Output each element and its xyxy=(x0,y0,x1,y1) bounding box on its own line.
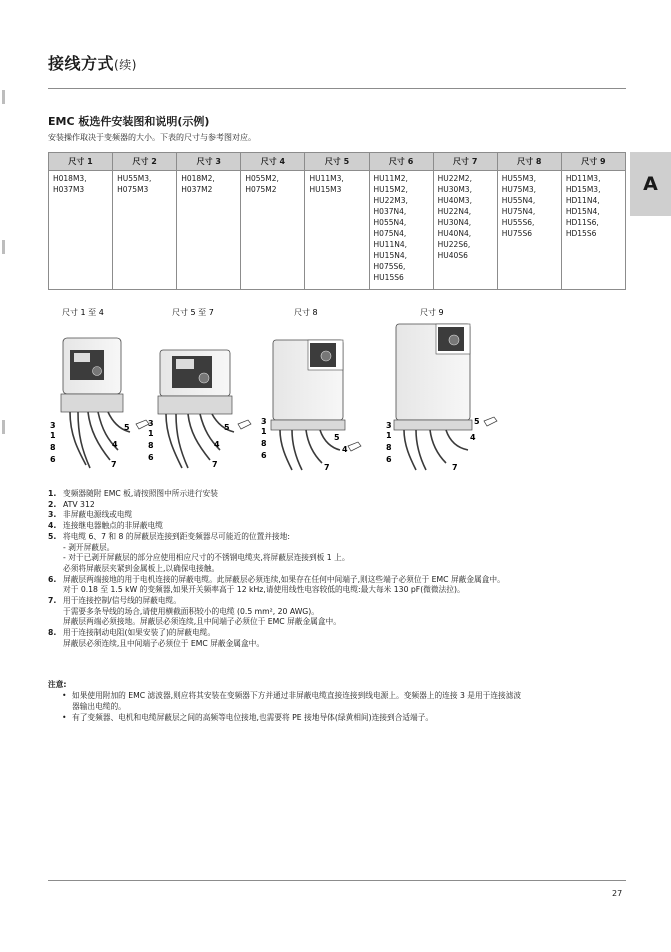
note-number: 1. xyxy=(48,489,57,498)
size-cell xyxy=(433,171,497,290)
note-line: ATV 312 xyxy=(63,499,95,509)
size-table-header-row xyxy=(49,153,626,171)
model-code: HU15M2, xyxy=(373,185,408,194)
note-number: 5. xyxy=(48,531,57,541)
page-number: 27 xyxy=(612,889,623,898)
callout-1: 1 xyxy=(50,431,56,440)
size-header: 尺寸 4 xyxy=(241,153,305,171)
model-code: HU55M3, xyxy=(117,174,152,183)
model-code: HU75S6 xyxy=(501,229,532,238)
callout-3: 3 xyxy=(261,417,267,426)
model-code: HU40N4, xyxy=(437,229,472,238)
model-code: HU30M3, xyxy=(437,185,472,194)
cable-clamp xyxy=(484,417,497,426)
model-code: H075M3 xyxy=(117,185,149,194)
attention-line: 有了变频器、电机和电缆屏蔽层之间的高频等电位接地,也需要将 PE 接地导体(绿黄相间)连接到合适端子。 xyxy=(72,713,434,722)
callout-7: 7 xyxy=(452,463,458,472)
callout-7: 7 xyxy=(111,460,117,469)
model-code: HU15S6 xyxy=(373,273,404,282)
note-number: 4. xyxy=(48,521,57,531)
model-code: HU11N4, xyxy=(373,240,407,249)
model-code: HU55M3, xyxy=(501,174,537,183)
note-line: 非屏蔽电源线或电缆 xyxy=(63,510,133,520)
note-number: 3. xyxy=(48,510,57,520)
callout-8: 8 xyxy=(50,443,56,452)
callout-1: 1 xyxy=(261,427,267,436)
model-code: HU75N4, xyxy=(501,207,536,216)
section-tab: A xyxy=(630,152,671,216)
bullet-icon: • xyxy=(62,691,67,700)
model-code: HD11S6, xyxy=(565,218,599,227)
bullet-icon: • xyxy=(62,713,67,722)
dial xyxy=(199,373,209,383)
page-title-text: 接线方式 xyxy=(48,54,115,73)
dial xyxy=(93,367,102,376)
model-code: H075S6, xyxy=(373,262,406,271)
model-code: H037M2 xyxy=(181,185,213,194)
section-heading: EMC 板选件安装图和说明(示例) xyxy=(48,115,210,128)
footer-rule xyxy=(48,880,626,881)
model-code: HD15S6 xyxy=(565,229,597,238)
size-header: 尺寸 6 xyxy=(369,153,433,171)
attention-item xyxy=(48,712,628,723)
note-item xyxy=(48,521,628,532)
size-header: 尺寸 1 xyxy=(49,153,113,171)
model-code: HD15N4, xyxy=(565,207,600,216)
model-code: H018M2, xyxy=(181,174,215,183)
attention-block xyxy=(48,679,628,723)
size-cell xyxy=(305,171,369,290)
note-line: 连接继电器触点的非屏蔽电缆 xyxy=(63,521,163,531)
title-rule xyxy=(48,88,626,89)
display xyxy=(74,353,90,362)
callout-3: 3 xyxy=(50,421,56,430)
size-table xyxy=(48,152,626,290)
callout-5: 5 xyxy=(124,423,130,432)
page-edge-mark xyxy=(2,90,5,104)
figure-label: 尺寸 1 至 4 xyxy=(62,308,104,317)
model-code: HD11N4, xyxy=(565,196,600,205)
callout-5: 5 xyxy=(474,417,480,426)
note-item xyxy=(48,489,628,500)
callout-4: 4 xyxy=(112,440,118,449)
note-line: 用于连接制动电阻(如果安装了)的屏蔽电缆。 xyxy=(63,628,216,638)
model-code: H055M2, xyxy=(245,174,279,183)
note-line: - 对于已剥开屏蔽层的部分应使用相应尺寸的不锈钢电缆夹,将屏蔽层连接到板 1 上。 xyxy=(63,553,350,563)
cables xyxy=(404,430,468,470)
note-item xyxy=(48,510,628,521)
figure-size-5-7 xyxy=(148,307,251,469)
size-cell xyxy=(49,171,113,290)
model-code: H055N4, xyxy=(373,218,407,227)
model-code: HU40S6 xyxy=(437,251,468,260)
emc-plate xyxy=(61,394,123,412)
note-line: 屏蔽层两端必须接地。屏蔽层必须连续,且中间端子必须位于 EMC 屏蔽金属盒中。 xyxy=(63,617,341,627)
note-number: 8. xyxy=(48,628,57,638)
note-line: 屏蔽层必须连续,且中间端子必须位于 EMC 屏蔽金属盒中。 xyxy=(63,638,265,648)
size-cell xyxy=(561,171,625,290)
size-header: 尺寸 7 xyxy=(433,153,497,171)
size-header: 尺寸 5 xyxy=(305,153,369,171)
callout-5: 5 xyxy=(334,433,340,442)
model-code: HU11M3, xyxy=(309,174,344,183)
emc-plate xyxy=(394,420,472,430)
figure-label: 尺寸 8 xyxy=(294,308,318,317)
figure-size-1-4 xyxy=(50,307,149,469)
size-header: 尺寸 9 xyxy=(561,153,625,171)
section-note: 安装操作取决于变频器的大小。下表的尺寸与参考图对应。 xyxy=(48,133,256,142)
model-code: HU22S6, xyxy=(437,240,471,249)
note-line: 用于连接控制/信号线的屏蔽电缆。 xyxy=(63,596,181,606)
callout-8: 8 xyxy=(261,439,267,448)
callout-4: 4 xyxy=(214,440,220,449)
note-line: 对于 0.18 至 1.5 kW 的变频器,如果开关频率高于 12 kHz,请使用线性电容较低的电缆:最大每米 130 pF(微微法拉)。 xyxy=(63,585,465,595)
dial xyxy=(321,351,331,361)
size-cell xyxy=(177,171,241,290)
callout-6: 6 xyxy=(148,453,154,462)
model-code: HD11M3, xyxy=(565,174,601,183)
note-item xyxy=(48,575,628,596)
model-code: HU22M2, xyxy=(437,174,472,183)
page-title-suffix: (续) xyxy=(114,58,137,72)
callout-5: 5 xyxy=(224,423,230,432)
model-code: H075N4, xyxy=(373,229,407,238)
size-table-row xyxy=(49,171,626,290)
figure-label: 尺寸 5 至 7 xyxy=(172,308,214,317)
callout-3: 3 xyxy=(148,419,154,428)
size-cell xyxy=(369,171,433,290)
model-code: HU55N4, xyxy=(501,196,536,205)
callout-8: 8 xyxy=(148,441,154,450)
model-code: H075M2 xyxy=(245,185,277,194)
attention-line: 如果使用附加的 EMC 滤波器,则应将其安装在变频器下方并通过非屏蔽电缆直接连接到线电源上。变频器上的连接 3 是用于连接滤波 xyxy=(72,691,522,700)
callout-7: 7 xyxy=(212,460,218,469)
callout-6: 6 xyxy=(50,455,56,464)
numbered-notes xyxy=(48,489,628,650)
page-title xyxy=(48,51,137,74)
callout-1: 1 xyxy=(148,429,154,438)
model-code: HU22M3, xyxy=(373,196,408,205)
size-header: 尺寸 3 xyxy=(177,153,241,171)
model-code: HD15M3, xyxy=(565,185,601,194)
model-code: HU30N4, xyxy=(437,218,472,227)
page-edge-mark xyxy=(2,420,5,434)
size-cell xyxy=(241,171,305,290)
size-cell xyxy=(497,171,561,290)
note-item xyxy=(48,628,628,649)
note-number: 6. xyxy=(48,574,57,584)
model-code: HU11M2, xyxy=(373,174,408,183)
dial xyxy=(449,335,459,345)
model-code: H037N4, xyxy=(373,207,407,216)
callout-6: 6 xyxy=(386,455,392,464)
note-line: 于需要多条导线的场合,请使用横截面积较小的电缆 (0.5 mm², 20 AWG)。 xyxy=(63,606,319,616)
callout-1: 1 xyxy=(386,431,392,440)
emc-plate xyxy=(271,420,345,430)
size-header: 尺寸 8 xyxy=(497,153,561,171)
page-edge-mark xyxy=(2,240,5,254)
figure-size-9 xyxy=(386,307,497,472)
figure-label: 尺寸 9 xyxy=(420,308,444,317)
note-item xyxy=(48,596,628,628)
installation-diagram xyxy=(48,300,608,480)
model-code: HU22N4, xyxy=(437,207,472,216)
callout-4: 4 xyxy=(470,433,476,442)
size-header: 尺寸 2 xyxy=(113,153,177,171)
note-line: - 剥开屏蔽层。 xyxy=(63,542,115,552)
model-code: H018M3, xyxy=(53,174,87,183)
note-item xyxy=(48,532,628,575)
note-item xyxy=(48,500,628,511)
callout-6: 6 xyxy=(261,451,267,460)
note-number: 7. xyxy=(48,596,57,606)
attention-line: 器输出电缆的。 xyxy=(72,702,126,711)
attention-heading: 注意: xyxy=(48,680,67,689)
callout-8: 8 xyxy=(386,443,392,452)
model-code: HU55S6, xyxy=(501,218,535,227)
callout-7: 7 xyxy=(324,463,330,472)
note-line: 将电缆 6、7 和 8 的屏蔽层连接到距变频器尽可能近的位置并接地: xyxy=(63,531,290,541)
cable-clamp xyxy=(238,420,251,429)
model-code: HU75M3, xyxy=(501,185,537,194)
attention-item xyxy=(48,690,628,712)
cables xyxy=(280,430,340,470)
model-code: HU15M3 xyxy=(309,185,342,194)
cables xyxy=(70,412,130,468)
note-line: 必须将屏蔽层夹紧到金属板上,以确保电接触。 xyxy=(63,563,220,573)
cable-clamp xyxy=(348,442,361,451)
size-cell xyxy=(113,171,177,290)
note-line: 变频器随附 EMC 板,请按照图中所示进行安装 xyxy=(63,489,218,498)
figure-size-8 xyxy=(261,307,361,472)
note-number: 2. xyxy=(48,499,57,509)
note-line: 屏蔽层两端接地的用于电机连接的屏蔽电缆。此屏蔽层必须连续,如果存在任何中间端子,则这些端子必须位于 EMC 屏蔽金属盒中。 xyxy=(63,574,505,584)
model-code: H037M3 xyxy=(53,185,85,194)
emc-plate xyxy=(158,396,232,414)
display xyxy=(176,359,194,369)
model-code: HU15N4, xyxy=(373,251,407,260)
model-code: HU40M3, xyxy=(437,196,472,205)
callout-3: 3 xyxy=(386,421,392,430)
callout-4: 4 xyxy=(342,445,348,454)
